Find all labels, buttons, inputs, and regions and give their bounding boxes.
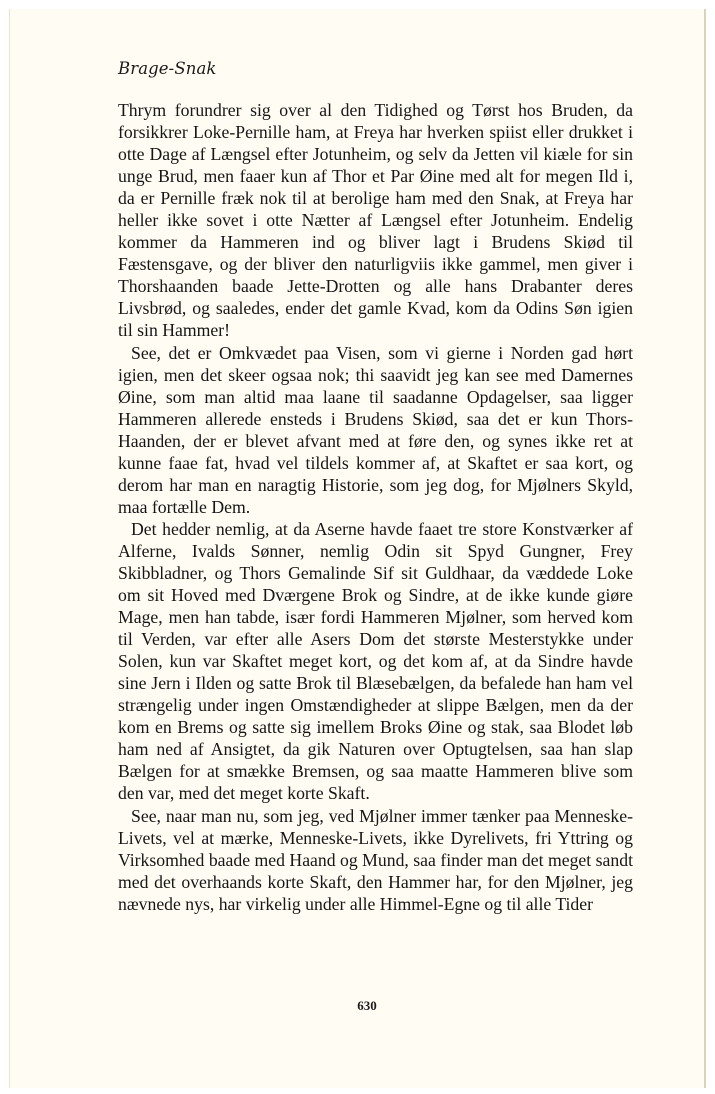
book-page — [9, 9, 706, 1088]
paragraph-4: See, naar man nu, som jeg, ved Mjølner immer tænker paa Menneske-Livets, vel at mærke, Menneske-Livets, ikke Dyrelivets, fri Yttring og Virksomhed baade med Haand og Mund, saa finder man det meget sandt med det overhaands korte Skaft, den Hammer har, for den Mjølner, jeg nævnede nys, har virkelig under alle Himmel-Egne og til alle Tider — [118, 805, 633, 914]
paragraph-1: Thrym forundrer sig over al den Tidighed og Tørst hos Bruden, da forsikkrer Loke-Pernille ham, at Freya har hverken spiist eller drukket i otte Dage af Længsel efter Jotunheim, og selv da Jetten vil kiæle for sin unge Brud, men faaer kun af Thor et Par Øine med alt for megen Ild i, da er Pernille fræk nok til at berolige ham med den Snak, at Freya har heller ikke sovet i otte Nætter af Længsel efter Jotunheim. Endelig kommer da Hammeren ind og bliver lagt i Brudens Skiød til Fæstensgave, og der bliver den naturligviis ikke gammel, men giver i Thorshaanden baade Jette-Drotten og alle hans Drabanter deres Livsbrød, og saaledes, ender det gamle Kvad, kom da Odins Søn igien til sin Hammer! — [118, 100, 633, 341]
paragraph-2: See, det er Omkvædet paa Visen, som vi gierne i Norden gad hørt igien, men det skeer ogsaa nok; thi saavidt jeg kan see med Damernes Øine, som man altid maa laane til saadanne Opdagelser, saa ligger Hammeren allerede ensteds i Brudens Skiød, saa det er kun Thors-Haanden, der er blevet afvant med at føre den, og synes ikke ret at kunne faae fat, hvad vel tildels kommer af, at Skaftet er saa kort, og derom har man en naragtig Historie, som jeg dog, for Mjølners Skyld, maa fortælle Dem. — [118, 342, 633, 517]
page-number: 630 — [357, 998, 377, 1013]
running-title: Brage-Snak — [118, 59, 217, 78]
body-text — [118, 99, 633, 915]
paragraph-3: Det hedder nemlig, at da Aserne havde faaet tre store Konstværker af Alferne, Ivalds Sønner, nemlig Odin sit Spyd Gungner, Frey Skibbladner, og Thors Gemalinde Sif sit Guldhaar, da væddede Loke om sit Hoved med Dværgene Brok og Sindre, at de ikke kunde giøre Mage, men han tabde, især fordi Hammeren Mjølner, som herved kom til Verden, var efter alle Asers Dom det største Mesterstykke under Solen, kun var Skaftet meget kort, og det kom af, at da Sindre havde sine Jern i Ilden og satte Brok til Blæsebælgen, da befalede han ham vel strængelig under ingen Omstændigheder at slippe Bælgen, men da der kom en Brems og satte sig imellem Broks Øine og stak, saa Blodet løb ham ned af Ansigtet, da gik Naturen over Optugtelsen, saa han slap Bælgen for at smække Bremsen, og saa maatte Hammeren blive som den var, med det meget korte Skaft. — [118, 518, 633, 804]
